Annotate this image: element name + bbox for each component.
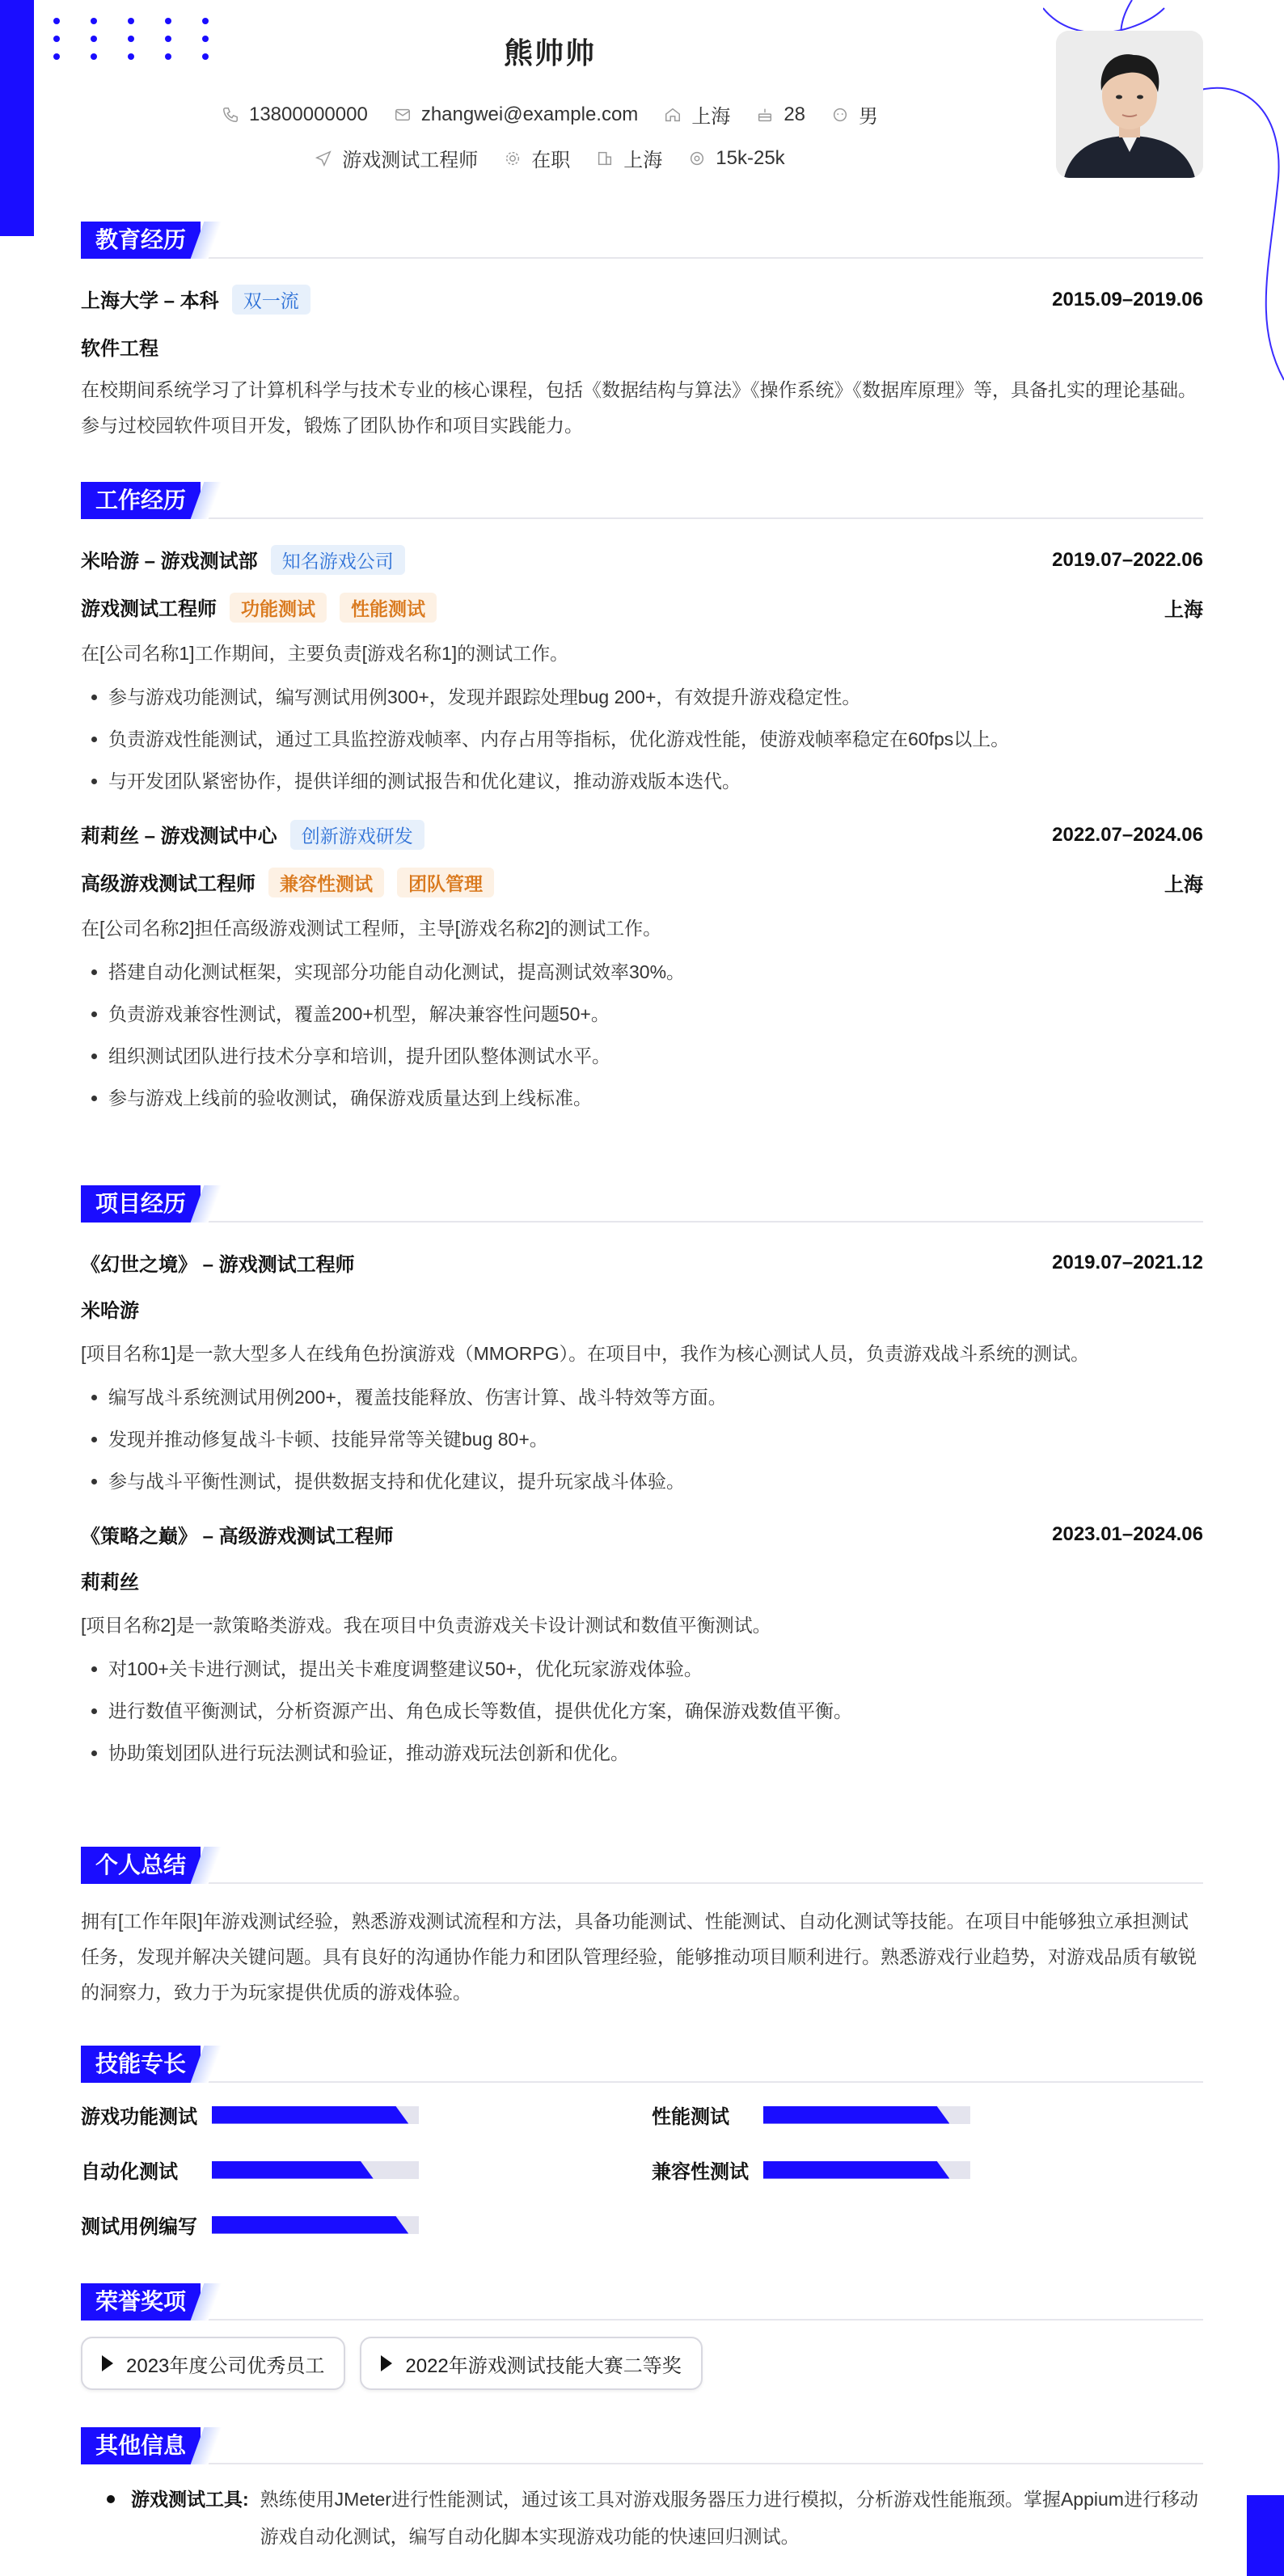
section-title: 技能专长: [81, 2046, 201, 2083]
section-header: [81, 1847, 1203, 1884]
role-tag: 功能测试: [230, 593, 327, 623]
list-item: • 对100+关卡进行测试，提出关卡难度调整建议50+，优化玩家游戏体验。: [108, 1648, 1203, 1690]
skill-fill: [212, 2161, 374, 2179]
mail-icon: [394, 106, 412, 124]
section-header: [81, 2046, 1203, 2083]
list-item: • 与开发团队紧密协作，提供详细的测试报告和优化建议，推动游戏版本迭代。: [108, 760, 1203, 802]
education-section: [81, 222, 1203, 443]
send-icon: [315, 150, 332, 167]
salary-text: 15k-25k: [716, 146, 785, 169]
section-title: 工作经历: [81, 482, 201, 519]
skill-name: 测试用例编写: [81, 2216, 197, 2238]
skills-grid: [81, 2101, 1203, 2254]
summary-section: [81, 1847, 1203, 2010]
award-item: 2023年度公司优秀员工: [81, 2337, 345, 2390]
job-intent-row: [0, 144, 1100, 172]
skills-section: [81, 2046, 1203, 2254]
bullet-dot: [107, 2495, 115, 2503]
email-text: zhangwei@example.com: [420, 103, 639, 125]
other-section: [81, 2427, 1203, 2555]
work-city: 上海: [1164, 599, 1203, 621]
skill-name: 兼容性测试: [652, 2161, 749, 2183]
work-company: 莉莉丝 – 游戏测试中心 创新游戏研发: [81, 820, 424, 850]
skill-name: 性能测试: [652, 2106, 729, 2128]
target-city-text: 上海: [623, 150, 663, 171]
list-item: • 负责游戏性能测试，通过工具监控游戏帧率、内存占用等指标，优化游戏性能，使游戏帧率稳定在60fps以上。: [108, 718, 1203, 760]
job-target-text: 游戏测试工程师: [342, 150, 479, 171]
work-role: 高级游戏测试工程师 兼容性测试 团队管理: [81, 868, 494, 897]
project-item: [81, 1520, 1203, 1774]
list-item: • 搭建自动化测试框架，实现部分功能自动化测试，提高测试效率30%。: [108, 951, 1203, 993]
list-item: • 负责游戏兼容性测试，覆盖200+机型，解决兼容性问题50+。: [108, 993, 1203, 1035]
location-item: [664, 100, 730, 129]
education-desc: 在校期间系统学习了计算机科学与技术专业的核心课程，包括《数据结构与算法》《操作系统》《数据库原理》等，具备扎实的理论基础。参与过校园软件项目开发，锻炼了团队协作和项目实践能力。: [81, 379, 1197, 436]
section-header: [81, 2283, 1203, 2321]
education-major: 软件工程: [81, 338, 158, 360]
project-name: 《幻世之境》 – 游戏测试工程师: [81, 1254, 355, 1276]
role-tag: 团队管理: [397, 868, 494, 897]
section-title: 其他信息: [81, 2427, 201, 2464]
project-date: 2019.07–2021.12: [1052, 1251, 1203, 1273]
location-text: 上海: [691, 106, 731, 128]
skill-item: [81, 2101, 419, 2129]
email-item: [394, 103, 639, 126]
skill-item: [81, 2211, 419, 2239]
skill-bar: [763, 2106, 970, 2124]
resume-name: 熊帅帅: [503, 36, 596, 70]
project-intro: [项目名称2]是一款策略类游戏。我在项目中负责游戏关卡设计测试和数值平衡测试。: [81, 1615, 771, 1636]
building-icon: [596, 150, 614, 167]
job-target-item: [315, 144, 478, 172]
list-item: • 参与游戏上线前的验收测试，确保游戏质量达到上线标准。: [108, 1077, 1203, 1119]
phone-text: 13800000000: [248, 103, 368, 125]
project-bullets: [81, 1376, 1203, 1502]
company-tag: 创新游戏研发: [290, 820, 424, 850]
list-item: • 发现并推动修复战斗卡顿、技能异常等关键bug 80+。: [108, 1418, 1203, 1460]
section-header: [81, 482, 1203, 519]
skill-item: [81, 2156, 419, 2184]
avatar: [1056, 31, 1203, 178]
project-bullets: [81, 1648, 1203, 1774]
other-text: 熟练使用JMeter进行性能测试，通过该工具对游戏服务器压力进行模拟，分析游戏性能瓶颈。掌握Appium进行移动游戏自动化测试，编写自动化脚本实现游戏功能的快速回归测试。: [260, 2489, 1198, 2547]
age-text: 28: [783, 103, 806, 125]
play-icon: [102, 2355, 113, 2371]
section-header: [81, 2427, 1203, 2464]
school-tag: 双一流: [232, 285, 310, 315]
project-company: 米哈游: [81, 1300, 139, 1322]
summary-text: 拥有[工作年限]年游戏测试经验，熟悉游戏测试流程和方法，具备功能测试、性能测试、自动化测试等技能。在项目中能够独立承担测试任务，发现并解决关键问题。具有良好的沟通协作能力和团队管理经验，能够推动项目顺利进行。熟悉游戏行业趋势，对游戏品质有敏锐的洞察力，致力于为玩家提供优质的游戏体验。: [81, 1911, 1197, 2003]
award-item: 2022年游戏测试技能大赛二等奖: [360, 2337, 702, 2390]
list-item: • 协助策划团队进行玩法测试和验证，推动游戏玩法创新和优化。: [108, 1732, 1203, 1774]
skill-bar: [212, 2161, 419, 2179]
section-title: 个人总结: [81, 1847, 201, 1884]
section-title: 教育经历: [81, 222, 201, 259]
project-intro: [项目名称1]是一款大型多人在线角色扮演游戏（MMORPG）。在项目中，我作为核心测试人员，负责游戏战斗系统的测试。: [81, 1343, 1090, 1364]
play-icon: [381, 2355, 392, 2371]
work-bullets: [81, 951, 1203, 1119]
awards-list: [81, 2337, 1203, 2390]
education-row: [81, 285, 1203, 315]
cake-icon: [756, 106, 774, 124]
list-item: • 编写战斗系统测试用例200+，覆盖技能释放、伤害计算、战斗特效等方面。: [108, 1376, 1203, 1418]
honors-section: [81, 2283, 1203, 2390]
status-text: 在职: [531, 150, 571, 171]
contact-row: [0, 100, 1100, 129]
work-item: [81, 545, 1203, 802]
skill-bar: [763, 2161, 970, 2179]
skill-name: 自动化测试: [81, 2161, 178, 2183]
skill-name: 游戏功能测试: [81, 2106, 197, 2128]
skill-fill: [763, 2161, 949, 2179]
role-tag: 兼容性测试: [268, 868, 384, 897]
home-icon: [664, 106, 682, 124]
section-title: 项目经历: [81, 1185, 201, 1223]
money-icon: [688, 150, 706, 167]
skill-bar: [212, 2216, 419, 2234]
list-item: • 进行数值平衡测试，分析资源产出、角色成长等数值，提供优化方案，确保游戏数值平衡。: [108, 1690, 1203, 1732]
skill-bar: [212, 2106, 419, 2124]
work-date: 2022.07–2024.06: [1052, 823, 1203, 846]
projects-section: [81, 1185, 1203, 1774]
target-city-item: [596, 144, 662, 172]
avatar-portrait: [1056, 31, 1203, 178]
project-company: 莉莉丝: [81, 1572, 139, 1594]
section-title: 荣誉奖项: [81, 2283, 201, 2321]
gender-text: 男: [859, 106, 879, 128]
settings-icon: [504, 150, 522, 167]
work-intro: 在[公司名称1]工作期间，主要负责[游戏名称1]的测试工作。: [81, 643, 569, 664]
gender-item: [831, 100, 878, 129]
list-item: • 组织测试团队进行技术分享和培训，提升团队整体测试水平。: [108, 1035, 1203, 1077]
phone-icon: [222, 106, 239, 124]
work-section: [81, 482, 1203, 1119]
role-tag: 性能测试: [340, 593, 437, 623]
work-city: 上海: [1164, 874, 1203, 896]
phone-item: [222, 103, 368, 126]
skill-fill: [212, 2216, 408, 2234]
project-name: 《策略之巅》 – 高级游戏测试工程师: [81, 1526, 394, 1548]
education-school: 上海大学 – 本科 双一流: [81, 285, 310, 315]
decorative-corner-bar: [1247, 2495, 1284, 2576]
project-date: 2023.01–2024.06: [1052, 1522, 1203, 1545]
project-item: [81, 1248, 1203, 1502]
work-role: 游戏测试工程师 功能测试 性能测试: [81, 593, 437, 623]
education-date: 2015.09–2019.06: [1052, 288, 1203, 310]
list-item: • 参与战斗平衡性测试，提供数据支持和优化建议，提升玩家战斗体验。: [108, 1460, 1203, 1502]
skill-item: [652, 2101, 970, 2129]
skill-fill: [763, 2106, 949, 2124]
work-company: 米哈游 – 游戏测试部 知名游戏公司: [81, 545, 405, 575]
work-date: 2019.07–2022.06: [1052, 548, 1203, 571]
section-header: [81, 222, 1203, 259]
work-bullets: [81, 676, 1203, 802]
company-tag: 知名游戏公司: [271, 545, 405, 575]
skill-fill: [212, 2106, 408, 2124]
salary-item: [688, 147, 784, 170]
work-intro: 在[公司名称2]担任高级游戏测试工程师，主导[游戏名称2]的测试工作。: [81, 918, 662, 939]
list-item: • 参与游戏功能测试，编写测试用例300+，发现并跟踪处理bug 200+，有效提升游戏稳定性。: [108, 676, 1203, 718]
skill-item: [652, 2156, 970, 2184]
age-item: [756, 103, 805, 126]
work-item: [81, 820, 1203, 1119]
gender-icon: [831, 106, 849, 124]
section-header: [81, 1185, 1203, 1223]
status-item: [504, 144, 570, 172]
other-item: [81, 2481, 1203, 2555]
other-label: 游戏测试工具:: [131, 2489, 249, 2510]
